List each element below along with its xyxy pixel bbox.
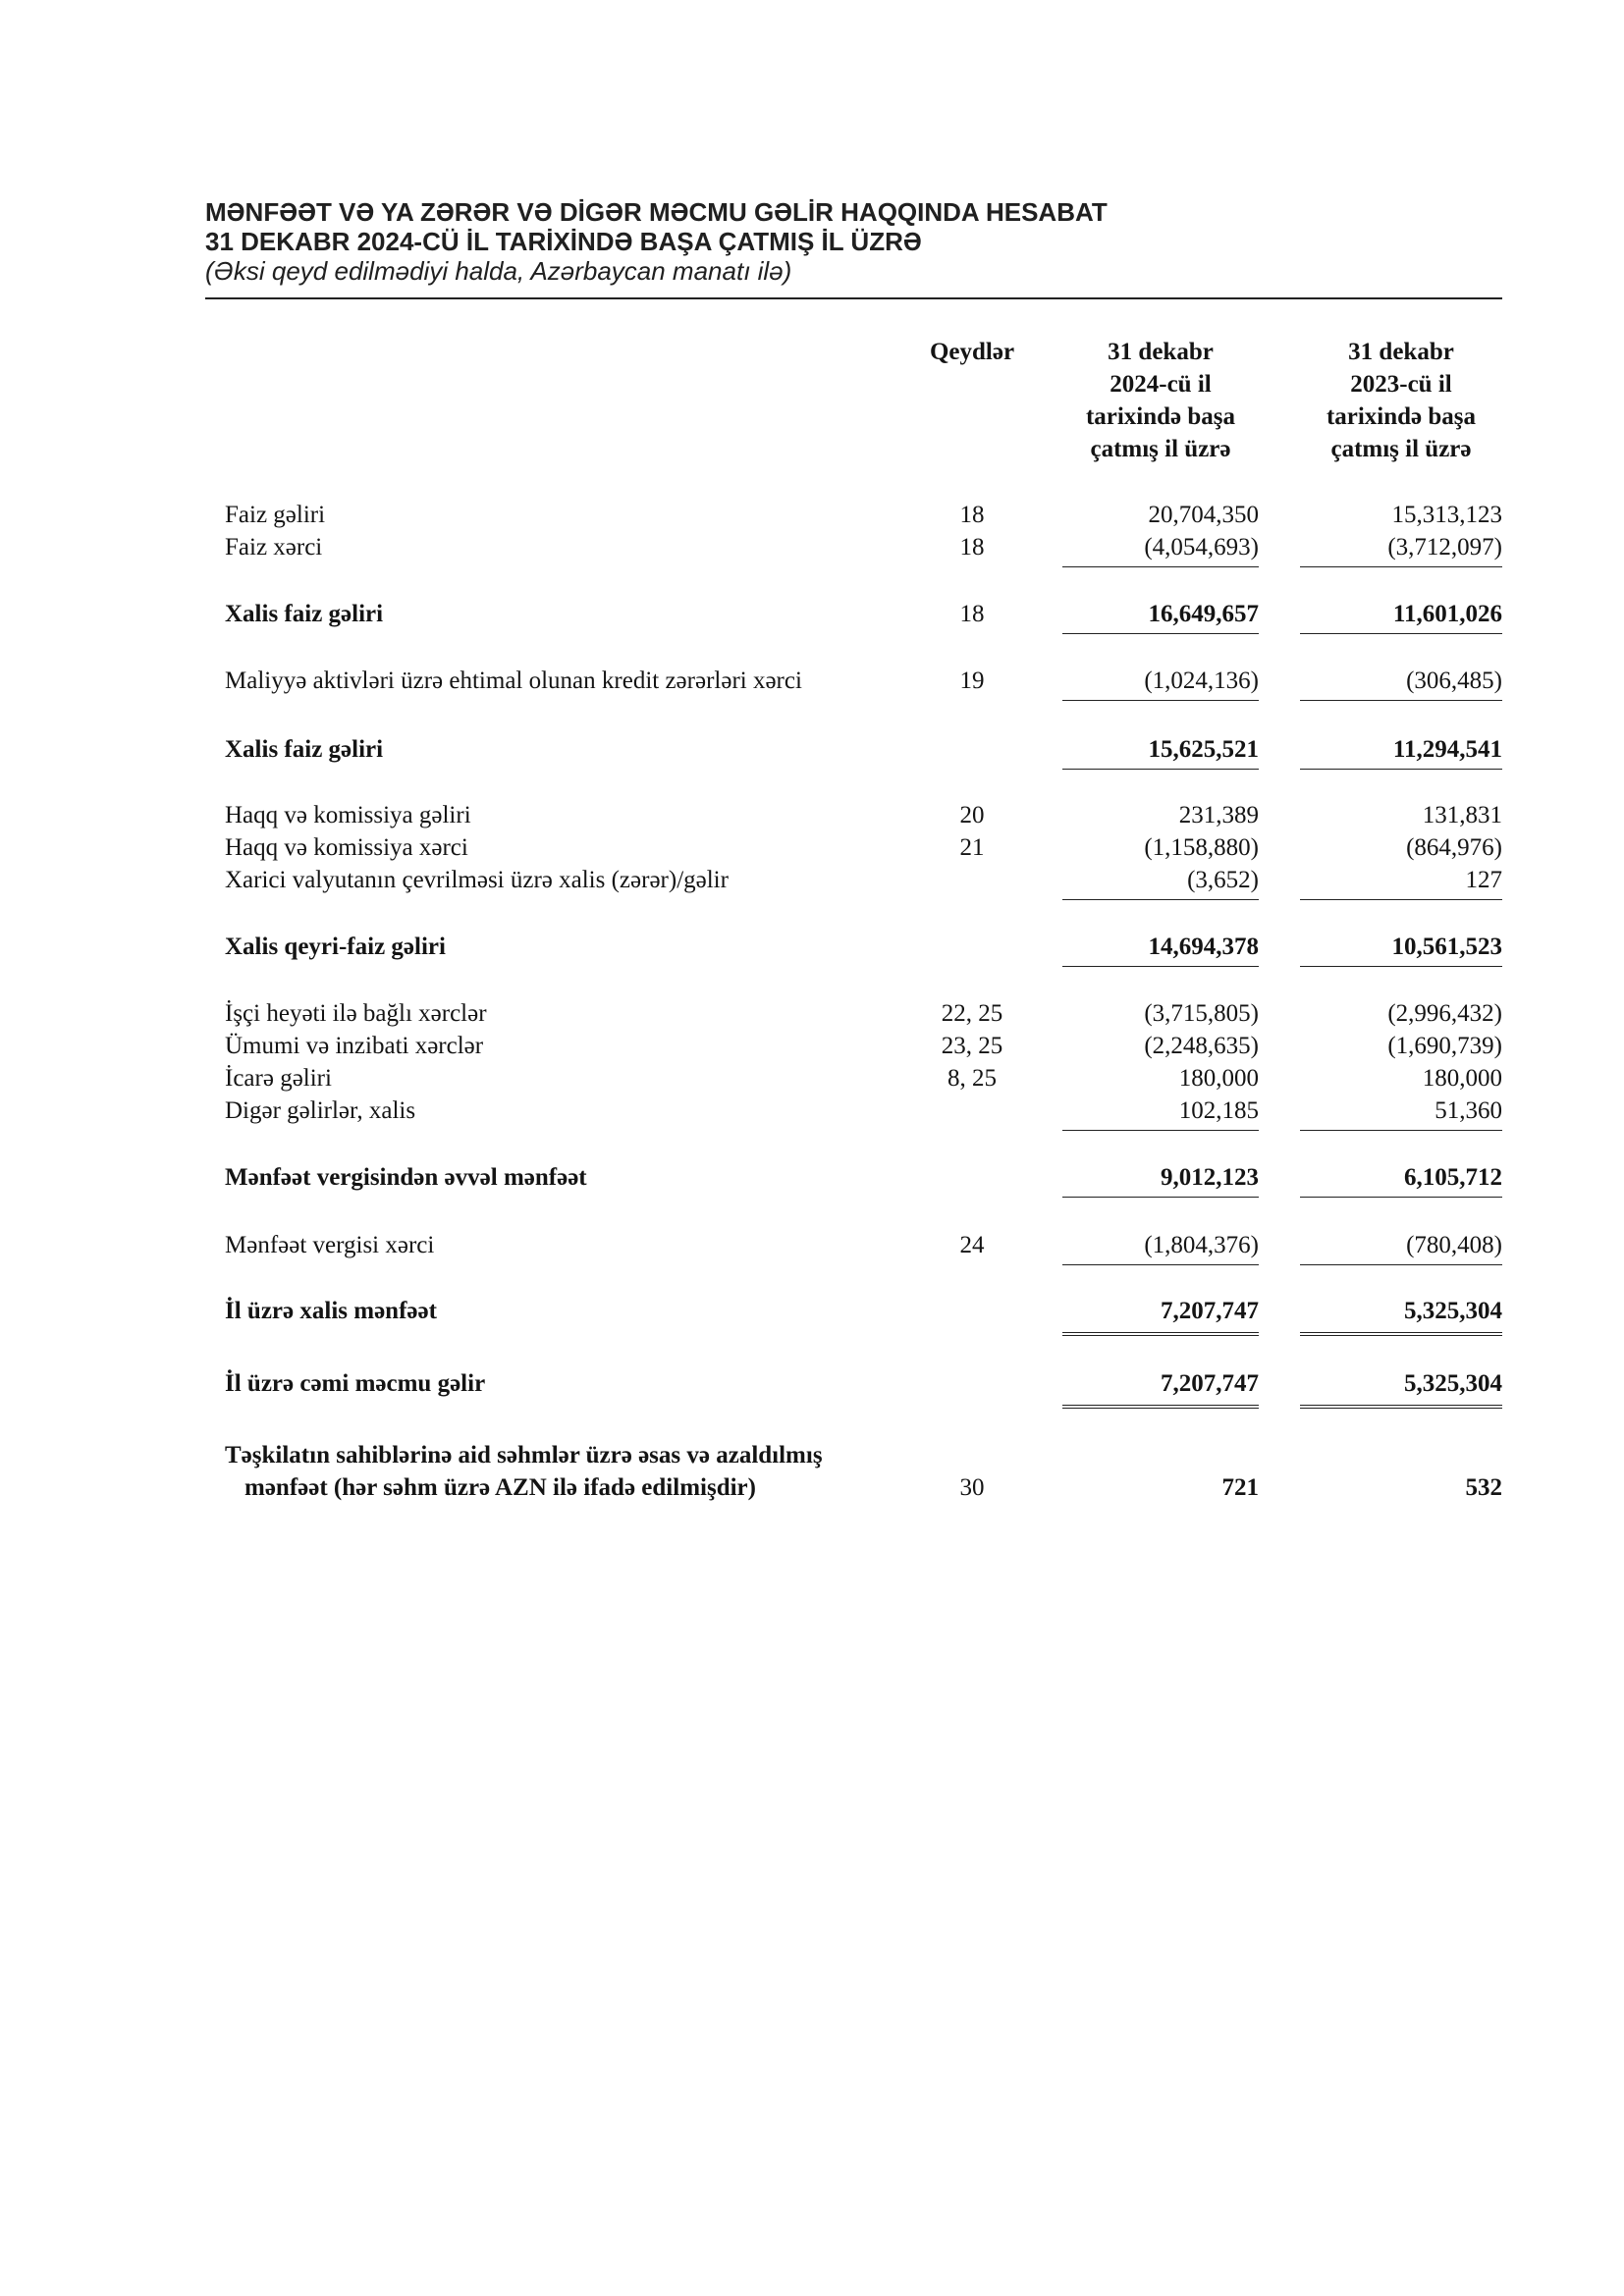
table-row: Haqq və komissiya gəliri 20 231,389 131,831 (0, 799, 1624, 831)
row-label: Mənfəət vergisi xərci (225, 1232, 435, 1258)
row-label: Digər gəlirlər, xalis (225, 1097, 416, 1124)
value-2024: 7,207,747 (1062, 1367, 1259, 1409)
value-2023: (780,408) (1300, 1229, 1502, 1265)
row-label: Faiz xərci (225, 534, 323, 561)
statement-header (205, 197, 1502, 286)
row-notes: 21 (959, 834, 985, 861)
table-row (0, 931, 1624, 963)
table-row (0, 1095, 1624, 1127)
value-2024: 9,012,123 (1062, 1161, 1259, 1198)
value-2023: 10,561,523 (1300, 931, 1502, 967)
row-label: İcarə gəliri (225, 1065, 332, 1092)
row-notes: 23, 25 (941, 1033, 1003, 1059)
table-row (0, 1161, 1624, 1194)
eps-label-line-1: Təşkilatın sahiblərinə aid səhmlər üzrə əsas və azaldılmış (225, 1442, 823, 1468)
value-2024: (1,804,376) (1062, 1229, 1259, 1265)
row-label: Xalis qeyri-faiz gəliri (225, 934, 446, 960)
value-2023: 5,325,304 (1300, 1295, 1502, 1336)
row-label: Xalis faiz gəliri (225, 736, 384, 763)
table-row: Ümumi və inzibati xərclər 23, 25 (2,248,635) (1,690,739) (0, 1030, 1624, 1062)
value-2024: 102,185 (1062, 1095, 1259, 1131)
row-label: Haqq və komissiya xərci (225, 834, 468, 861)
column-header-2023: 31 dekabr 2023-cü il tarixində başa çatmış il üzrə (1326, 339, 1477, 462)
table-row: İşçi heyəti ilə bağlı xərclər 22, 25 (3,715,805) (2,996,432) (0, 997, 1624, 1030)
table-row (0, 1367, 1624, 1400)
value-2024: 15,625,521 (1062, 733, 1259, 770)
value-2023: 6,105,712 (1300, 1161, 1502, 1198)
row-label: Mənfəət vergisindən əvvəl mənfəət (225, 1164, 587, 1191)
table-row (0, 531, 1624, 563)
row-notes: 22, 25 (941, 1000, 1003, 1027)
table-row (0, 598, 1624, 630)
value-2023: (306,485) (1300, 665, 1502, 701)
table-row (0, 665, 1624, 697)
table-row: Faiz gəliri 18 20,704,350 15,313,123 (0, 499, 1624, 531)
statement-title-line-2: 31 DEKABR 2024-CÜ İL TARİXİNDƏ BAŞA ÇATMIŞ İL ÜZRƏ (205, 227, 922, 256)
table-row: İcarə gəliri 8, 25 180,000 180,000 (0, 1062, 1624, 1095)
row-label: İşçi heyəti ilə bağlı xərclər (225, 1000, 487, 1027)
row-label: Faiz gəliri (225, 502, 326, 528)
value-2023: 11,294,541 (1300, 733, 1502, 770)
row-notes: 18 (959, 502, 985, 528)
column-header-2024: 31 dekabr 2024-cü il tarixində başa çatmış il üzrə (1085, 339, 1236, 462)
row-notes: 20 (959, 802, 985, 828)
row-notes: 18 (959, 534, 985, 561)
statement-title-line-1: MƏNFƏƏT VƏ YA ZƏRƏR VƏ DİGƏR MƏCMU GƏLİR HAQQINDA HESABAT (205, 197, 1108, 227)
value-2023: 11,601,026 (1300, 598, 1502, 634)
row-label: Xarici valyutanın çevrilməsi üzrə xalis (zərər)/gəlir (225, 867, 729, 893)
value-2023: 51,360 (1300, 1095, 1502, 1131)
row-notes: 8, 25 (947, 1065, 997, 1092)
row-label: Ümumi və inzibati xərclər (225, 1033, 484, 1059)
row-notes: 18 (959, 601, 985, 627)
eps-label-line-2: mənfəət (hər səhm üzrə AZN ilə ifadə edilmişdir) (244, 1474, 756, 1501)
row-label: İl üzrə cəmi məcmu gəlir (225, 1370, 486, 1397)
row-label: Maliyyə aktivləri üzrə ehtimal olunan kredit zərərləri xərci (225, 667, 802, 694)
value-2023: 127 (1300, 864, 1502, 900)
header-divider (205, 297, 1502, 299)
value-2024: 16,649,657 (1062, 598, 1259, 634)
column-header-notes: Qeydlər (929, 339, 1015, 365)
value-2024: 7,207,747 (1062, 1295, 1259, 1336)
value-2024: (3,652) (1062, 864, 1259, 900)
statement-subtitle: (Əksi qeyd edilmədiyi halda, Azərbaycan manatı ilə) (205, 256, 792, 286)
value-2023: (3,712,097) (1300, 531, 1502, 567)
eps-notes: 30 (959, 1474, 985, 1501)
table-row (0, 733, 1624, 766)
row-label: İl üzrə xalis mənfəət (225, 1298, 437, 1324)
value-2024: (1,024,136) (1062, 665, 1259, 701)
table-row (0, 864, 1624, 896)
row-notes: 24 (959, 1232, 985, 1258)
table-row (0, 1295, 1624, 1327)
value-2024: 14,694,378 (1062, 931, 1259, 967)
row-notes: 19 (959, 667, 985, 694)
value-2024: (4,054,693) (1062, 531, 1259, 567)
row-label: Xalis faiz gəliri (225, 601, 384, 627)
table-row: Haqq və komissiya xərci 21 (1,158,880) (864,976) (0, 831, 1624, 864)
eps-row: 30 721 532 (0, 1471, 1624, 1504)
row-label: Haqq və komissiya gəliri (225, 802, 471, 828)
value-2023: 5,325,304 (1300, 1367, 1502, 1409)
table-row (0, 1229, 1624, 1261)
